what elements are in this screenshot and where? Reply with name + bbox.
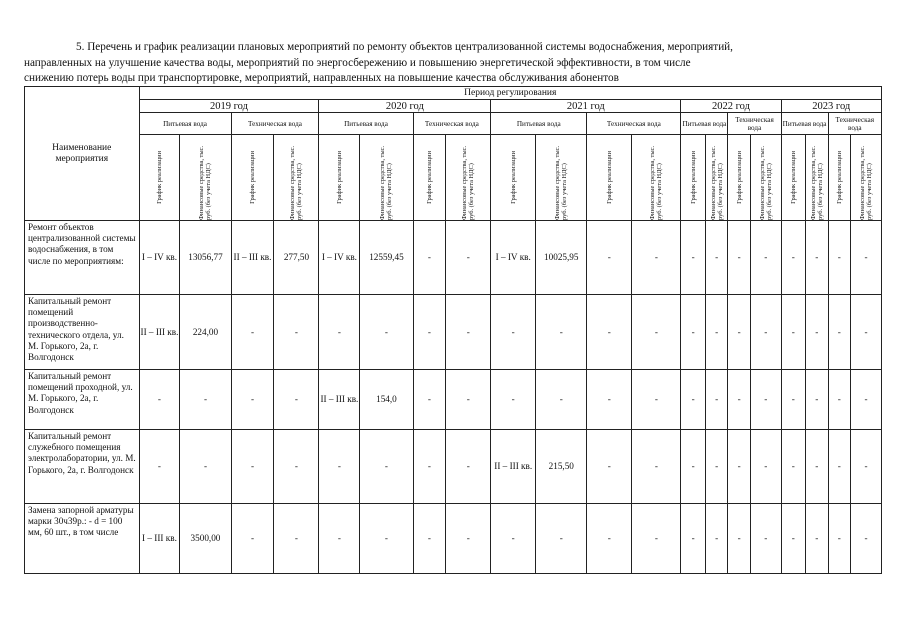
finance-cell: - [536,504,587,574]
schedule-column-header [139,135,180,221]
finance-cell: - [851,430,882,504]
finance-cell: - [806,370,828,430]
schedule-cell: - [587,221,632,295]
finance-column-header [536,135,587,221]
schedule-cell: - [587,370,632,430]
finance-cell: 277,50 [274,221,319,295]
column-header-text: Финансовые средства, тыс. руб. (без учета НДС) [461,145,476,220]
finance-cell: - [750,370,781,430]
schedule-cell: - [781,221,806,295]
schedule-column-header [681,135,706,221]
schedule-cell: - [681,295,706,370]
heading-line-1: 5. Перечень и график реализации плановых мероприятий по ремонту объектов централизованной системы водоснабжения, мероприятий, [76,41,733,53]
schedule-cell: - [828,221,850,295]
schedule-cell: II – III кв. [491,430,536,504]
table-row [25,370,882,430]
finance-cell: - [360,295,413,370]
finance-cell: - [446,504,491,574]
schedule-cell: - [587,430,632,504]
finance-cell: - [632,370,681,430]
finance-cell: - [806,504,828,574]
finance-cell: - [750,221,781,295]
schedule-cell: II – III кв. [231,221,274,295]
schedule-cell: - [231,295,274,370]
water-type-header: Техническая вода [413,113,491,135]
finance-column-header [446,135,491,221]
table-row [25,221,882,295]
finance-cell: - [632,430,681,504]
schedule-cell: - [681,504,706,574]
schedule-cell: - [413,504,446,574]
finance-cell: - [705,221,727,295]
schedule-cell: - [491,504,536,574]
column-header-text: График реализации [335,151,343,204]
schedule-cell: I – IV кв. [139,221,180,295]
finance-cell: 154,0 [360,370,413,430]
column-header-text: Финансовые средства, тыс. руб. (без учета НДС) [859,145,874,220]
finance-cell: - [851,370,882,430]
schedule-column-header [413,135,446,221]
period-header: Период регулирования [139,87,881,100]
schedule-cell: - [587,295,632,370]
section-heading [24,40,860,87]
name-column-header: Наименование мероприятия [25,87,140,221]
schedule-cell: - [139,370,180,430]
schedule-cell: - [231,370,274,430]
schedule-cell: - [728,295,750,370]
finance-cell: - [806,295,828,370]
column-header-text: Финансовые средства, тыс. руб. (без учета НДС) [554,145,569,220]
schedule-cell: - [728,430,750,504]
year-2021: 2021 год [491,100,681,113]
finance-cell: - [274,295,319,370]
activity-name: Ремонт объектов централизованной системы водоснабжения, в том числе по мероприятиям: [25,221,140,295]
schedule-cell: I – III кв. [139,504,180,574]
column-header-text: График реализации [249,151,256,204]
finance-cell: - [750,295,781,370]
schedule-cell: - [681,221,706,295]
finance-cell: 12559,45 [360,221,413,295]
finance-cell: - [632,504,681,574]
finance-cell: - [851,504,882,574]
schedule-cell: - [231,504,274,574]
column-header-text: Финансовые средства, тыс. руб. (без учета НДС) [758,145,773,220]
schedule-cell: - [413,370,446,430]
schedule-cell: - [781,430,806,504]
schedule-cell: - [781,504,806,574]
finance-cell: - [274,370,319,430]
column-header-text: Финансовые средства, тыс. руб. (без учета НДС) [379,145,394,220]
finance-cell: 13056,77 [180,221,231,295]
finance-cell: 224,00 [180,295,231,370]
schedule-cell: - [231,430,274,504]
schedule-cell: - [728,221,750,295]
schedule-cell: - [681,430,706,504]
finance-cell: - [851,221,882,295]
finance-cell: - [536,370,587,430]
finance-cell: - [180,370,231,430]
finance-cell: - [705,370,727,430]
column-header-text: График реализации [835,151,843,204]
water-type-header: Техническая вода [828,113,881,135]
activity-name: Капитальный ремонт помещений производственно-технического отдела, ул. М. Горького, 2а, г. Волгодонск [25,295,140,370]
finance-column-header [360,135,413,221]
year-2019: 2019 год [139,100,319,113]
finance-cell: - [446,370,491,430]
finance-cell: - [360,430,413,504]
water-type-header: Техническая вода [587,113,681,135]
water-type-header: Техническая вода [728,113,781,135]
water-type-header: Питьевая вода [319,113,413,135]
schedule-cell: - [319,504,360,574]
water-type-header: Питьевая вода [681,113,728,135]
finance-cell: - [180,430,231,504]
column-header-text: График реализации [605,151,613,204]
column-header-text: Финансовые средства, тыс. руб. (без учета НДС) [709,145,724,220]
water-type-header: Питьевая вода [491,113,587,135]
finance-cell: - [705,295,727,370]
schedule-cell: - [828,295,850,370]
schedule-cell: - [491,295,536,370]
schedule-cell: - [828,430,850,504]
finance-cell: - [360,504,413,574]
activity-name: Замена запорной арматуры марки 30ч39р.: - d = 100 мм, 60 шт., в том числе [25,504,140,574]
schedule-cell: - [828,370,850,430]
finance-column-header [180,135,231,221]
schedule-column-header [728,135,750,221]
finance-cell: - [536,295,587,370]
column-header-text: Финансовые средства, тыс. руб. (без учета НДС) [809,145,824,220]
heading-line-2: направленных на улучшение качества воды, мероприятий по энергосбережению и повышению энергетической эффективности, в том числе [24,56,691,69]
finance-cell: - [446,221,491,295]
schedule-column-header [491,135,536,221]
finance-cell: - [806,430,828,504]
schedule-cell: - [587,504,632,574]
activities-table [24,86,882,574]
column-header-text: График реализации [155,151,163,204]
schedule-cell: - [413,295,446,370]
schedule-cell: I – IV кв. [319,221,360,295]
schedule-column-header [587,135,632,221]
schedule-column-header [828,135,850,221]
schedule-cell: - [828,504,850,574]
finance-cell: - [806,221,828,295]
schedule-column-header [319,135,360,221]
finance-column-header [806,135,828,221]
finance-column-header [705,135,727,221]
finance-cell: - [851,295,882,370]
column-header-text: Финансовые средства, тыс. руб. (без учета НДС) [289,145,304,220]
water-type-header: Техническая вода [231,113,319,135]
finance-cell: 215,50 [536,430,587,504]
schedule-cell: II – III кв. [139,295,180,370]
water-type-header: Питьевая вода [781,113,828,135]
year-2022: 2022 год [681,100,781,113]
year-2020: 2020 год [319,100,491,113]
column-header-text: График реализации [689,151,697,204]
finance-cell: 10025,95 [536,221,587,295]
finance-cell: - [274,504,319,574]
finance-cell: - [632,295,681,370]
water-type-header: Питьевая вода [139,113,231,135]
schedule-column-header [781,135,806,221]
schedule-cell: - [491,370,536,430]
finance-column-header [750,135,781,221]
table-row [25,504,882,574]
column-header-text: Финансовые средства, тыс. руб. (без учета НДС) [649,145,664,220]
activity-name: Капитальный ремонт помещений проходной, ул. М. Горького, 2а, г. Волгодонск [25,370,140,430]
heading-line-3: снижению потерь воды при транспортировке, мероприятий, направленных на повышение качества обслуживания абонентов [24,72,619,84]
schedule-cell: - [139,430,180,504]
column-header-text: График реализации [509,151,517,204]
table-row [25,430,882,504]
schedule-cell: - [319,430,360,504]
column-header-text: Финансовые средства, тыс. руб. (без учета НДС) [198,145,213,220]
schedule-cell: - [781,295,806,370]
finance-cell: - [274,430,319,504]
schedule-cell: - [681,370,706,430]
schedule-cell: - [319,295,360,370]
column-header-text: График реализации [425,151,433,204]
schedule-cell: - [413,221,446,295]
finance-cell: - [705,504,727,574]
schedule-cell: - [413,430,446,504]
finance-cell: - [446,430,491,504]
finance-cell: - [750,430,781,504]
finance-column-header [851,135,882,221]
finance-cell: 3500,00 [180,504,231,574]
finance-cell: - [705,430,727,504]
schedule-cell: - [728,370,750,430]
finance-column-header [632,135,681,221]
table-row [25,295,882,370]
schedule-cell: - [728,504,750,574]
year-2023: 2023 год [781,100,881,113]
activity-name: Капитальный ремонт служебного помещения электролаборатории, ул. М. Горького, 2а, г. Волгодонск [25,430,140,504]
finance-cell: - [632,221,681,295]
finance-cell: - [750,504,781,574]
schedule-cell: I – IV кв. [491,221,536,295]
column-header-text: График реализации [789,151,797,204]
column-header-text: График реализации [735,151,743,204]
schedule-column-header [231,135,274,221]
schedule-cell: II – III кв. [319,370,360,430]
finance-cell: - [446,295,491,370]
schedule-cell: - [781,370,806,430]
finance-column-header [274,135,319,221]
